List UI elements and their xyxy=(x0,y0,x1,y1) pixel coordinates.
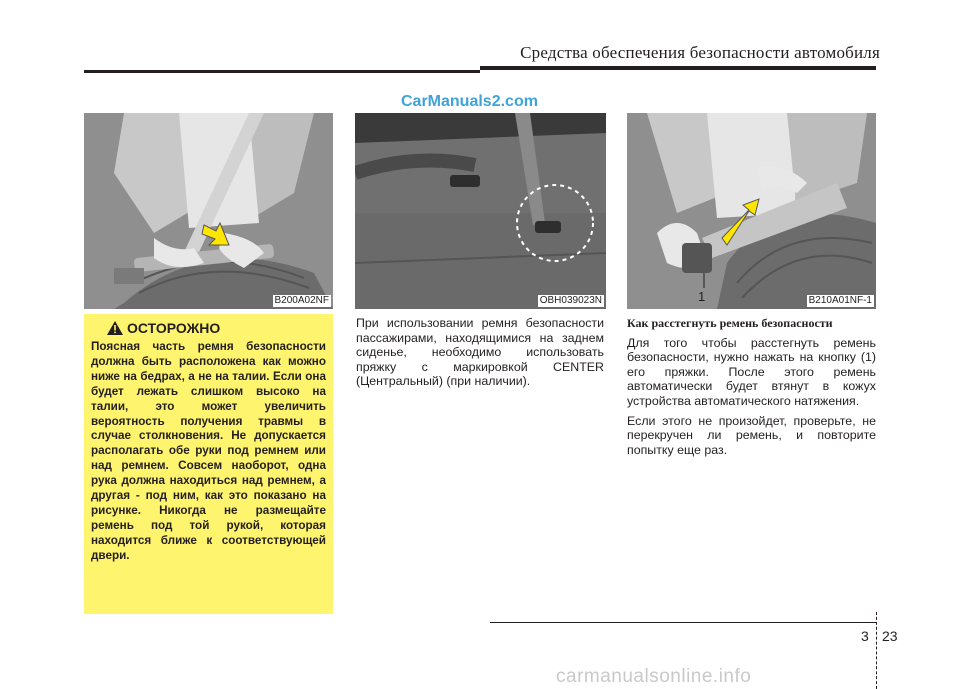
section-header-title: Средства обеспечения безопасности автомобиля xyxy=(520,43,880,62)
right-column-text xyxy=(627,316,876,462)
header-rule-right xyxy=(480,66,876,70)
unfasten-paragraph-2: Если этого не произойдет, проверьте, не перекручен ли ремень, и повторите попытку еще раз. xyxy=(627,413,876,457)
watermark-link[interactable]: CarManuals2.com xyxy=(401,93,538,110)
warning-box xyxy=(84,314,333,614)
callout-number: 1 xyxy=(698,289,706,304)
page-number: 23 xyxy=(882,628,898,644)
footer-divider xyxy=(876,612,878,689)
figure-code-label: OBH039023N xyxy=(539,295,602,306)
warning-triangle-icon xyxy=(107,321,123,335)
header-rule xyxy=(84,70,480,73)
figure-code-label: B200A02NF xyxy=(274,295,329,306)
figure-code-label: B210A01NF-1 xyxy=(808,295,872,306)
footer-rule xyxy=(490,622,876,623)
unfasten-paragraph-1: Для того чтобы расстегнуть ремень безопасности, нужно нажать на кнопку (1) его пряжки. После этого ремень автоматически будет втянут в кожух устройства автоматического натяжения. xyxy=(627,335,876,408)
watermark-footer: carmanualsonline.info xyxy=(556,666,752,687)
warning-body: Поясная часть ремня безопасности должна быть расположена как можно ниже на бедрах, а не на талии. Если она будет лежать слишком высоко на талии, это может увеличить вероятность получения травмы в случае столкновения. Не допускается располагать обе руки под ремнем или над ремнем. Совсем наоборот, одна рука должна находиться над ремнем, а другая - под ним, как это показано на рисунке. Никогда не размещайте ремень под той рукой, которая находится ближе к соответствующей двери. xyxy=(91,340,326,562)
rear-seat-buckle-illustration xyxy=(355,113,606,309)
warning-title: ОСТОРОЖНО xyxy=(127,320,221,336)
figure-center-buckle xyxy=(355,113,606,309)
lap-belt-illustration xyxy=(84,113,333,309)
center-buckle-paragraph: При использовании ремня безопасности пассажирами, находящимися на заднем сиденье, необходимо использовать пряжку с маркировкой CENTER (Центральный) (при наличии). xyxy=(356,316,604,389)
unfasten-belt-illustration xyxy=(627,113,876,309)
unfasten-heading: Как расстегнуть ремень безопасности xyxy=(627,316,833,330)
chapter-number: 3 xyxy=(861,628,869,644)
figure-lap-belt-position xyxy=(84,113,333,309)
figure-unfasten-belt xyxy=(627,113,876,309)
warning-header xyxy=(107,320,326,336)
middle-column-text xyxy=(356,316,604,394)
